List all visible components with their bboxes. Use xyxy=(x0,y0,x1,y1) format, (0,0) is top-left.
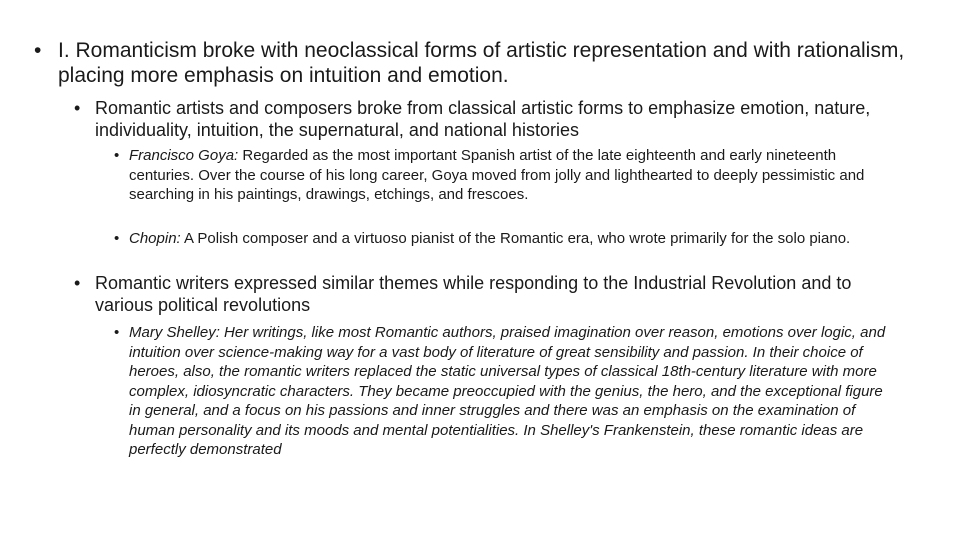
bullet-dot-icon: • xyxy=(114,147,120,164)
composer-name: Chopin: xyxy=(129,230,181,247)
bullet-text: Mary Shelley: Her writings, like most Romantic authors, praised imagination over reason, emotions over logic, and intuition over science-making way for a vast body of literature of great sensibility and passion. In their choice of heroes, also, the romantic writers replaced the static universal types of classical 18th-century literature with more complex, idiosyncratic characters. They became preoccupied with the genius, the hero, and the exceptional figure in general, and a focus on his passions and inner struggles and there was an emphasis on the examination of human personality and its moods and mental potentialities. In Shelley's Frankenstein, these romantic ideas are perfectly demonstrated xyxy=(129,324,886,458)
bullet-dot-icon: • xyxy=(74,98,81,118)
bullet-text xyxy=(111,146,891,205)
bullet-dot-icon: • xyxy=(34,39,42,62)
artist-name: Francisco Goya: xyxy=(129,147,239,164)
bullet-goya xyxy=(111,146,891,205)
bullet-text: I. Romanticism broke with neoclassical forms of artistic representation and with rationalism, placing more emphasis on intuition and emotion. xyxy=(58,39,905,87)
bullet-mary-shelley xyxy=(111,323,891,460)
bullet-text: Romantic writers expressed similar themes while responding to the Industrial Revolution and to various political revolutions xyxy=(95,273,852,315)
artist-description: Regarded as the most important Spanish artist of the late eighteenth and early nineteenth centuries. Over the course of his long career, Goya moved from jolly and lighthearted to deeply pessimistic and searching in his paintings, drawings, etchings, and frescoes. xyxy=(129,147,865,203)
bullet-text xyxy=(111,229,891,249)
bullet-dot-icon: • xyxy=(74,273,81,293)
bullet-dot-icon: • xyxy=(114,230,120,247)
bullet-chopin xyxy=(111,229,891,249)
bullet-romantic-writers xyxy=(73,273,903,316)
bullet-text: Romantic artists and composers broke from classical artistic forms to emphasize emotion, nature, individuality, intuition, the supernatural, and national histories xyxy=(95,98,871,140)
composer-description: A Polish composer and a virtuoso pianist of the Romantic era, who wrote primarily for the solo piano. xyxy=(180,230,851,247)
bullet-romanticism xyxy=(35,38,915,88)
bullet-dot-icon: • xyxy=(114,324,120,341)
bullet-artists-composers xyxy=(73,98,903,141)
